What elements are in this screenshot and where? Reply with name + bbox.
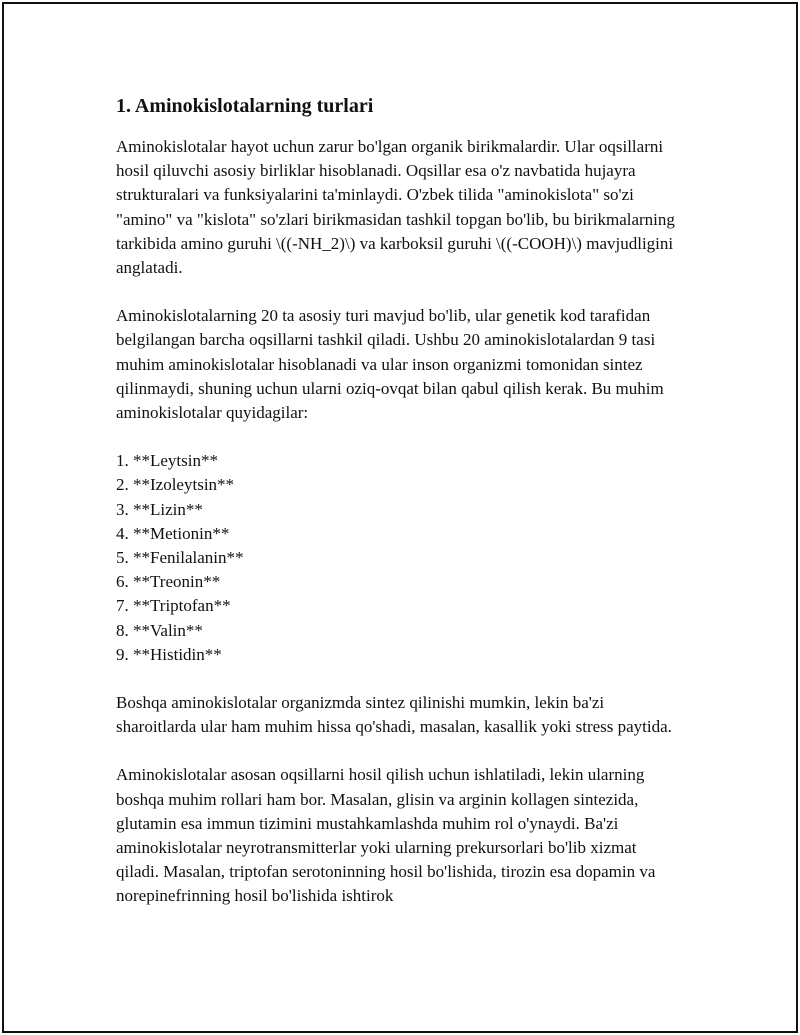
essential-amino-acids-list (116, 449, 676, 667)
list-item: 7. **Triptofan** (116, 596, 231, 616)
paragraph-roles: Aminokislotalar asosan oqsillarni hosil qilish uchun ishlatiladi, lekin ularning boshqa muhim rollari ham bor. Masalan, glisin va arginin kollagen sintezida, glutamin esa immun tizimini mustahkamlashda muhim rol o'ynaydi. Ba'zi aminokislotalar neyrotransmitterlar yoki ularning prekursorlari bo'lib xizmat qiladi. Masalan, triptofan serotoninning hosil bo'lishida, tirozin esa dopamin va norepinefrinning hosil bo'lishida ishtirok (116, 765, 656, 906)
list-item: 8. **Valin** (116, 620, 203, 640)
paragraph-intro: Aminokislotalar hayot uchun zarur bo'lgan organik birikmalardir. Ular oqsillarni hosil qiluvchi asosiy birliklar hisoblanadi. Oqsillar esa o'z navbatida hujayra strukturalari va funksiyalarini ta'minlaydi. O'zbek tilida "aminokislota" so'zi "amino" va "kislota" so'zlari birikmasidan tashkil topgan bo'lib, bu birikmalarning tarkibida amino guruhi \((-NH_2)\) va karboksil guruhi \((-COOH)\) mavjudligini anglatadi. (116, 137, 675, 278)
list-item: 3. **Lizin** (116, 499, 203, 519)
list-item: 2. **Izoleytsin** (116, 475, 235, 495)
paragraph-essential-amino-acids: Aminokislotalarning 20 ta asosiy turi mavjud bo'lib, ular genetik kod tarafidan belgilangan barcha oqsillarni tashkil qiladi. Ushbu 20 aminokislotalardan 9 tasi muhim aminokislotalar hisoblanadi va ular inson organizmi tomonidan sintez qilinmaydi, shuning uchun ularni oziq-ovqat bilan qabul qilish kerak. Bu muhim aminokislotalar quyidagilar: (116, 306, 664, 423)
list-item: 4. **Metionin** (116, 523, 230, 543)
section-title: 1. Aminokislotalarning turlari (116, 95, 374, 117)
paragraph-other-amino-acids: Boshqa aminokislotalar organizmda sintez qilinishi mumkin, lekin ba'zi sharoitlarda ular ham muhim hissa qo'shadi, masalan, kasallik yoki stress paytida. (116, 693, 672, 737)
list-item: 9. **Histidin** (116, 644, 222, 664)
list-item: 5. **Fenilalanin** (116, 548, 244, 568)
document-body (116, 93, 676, 933)
list-item: 6. **Treonin** (116, 572, 221, 592)
list-item: 1. **Leytsin** (116, 451, 218, 471)
